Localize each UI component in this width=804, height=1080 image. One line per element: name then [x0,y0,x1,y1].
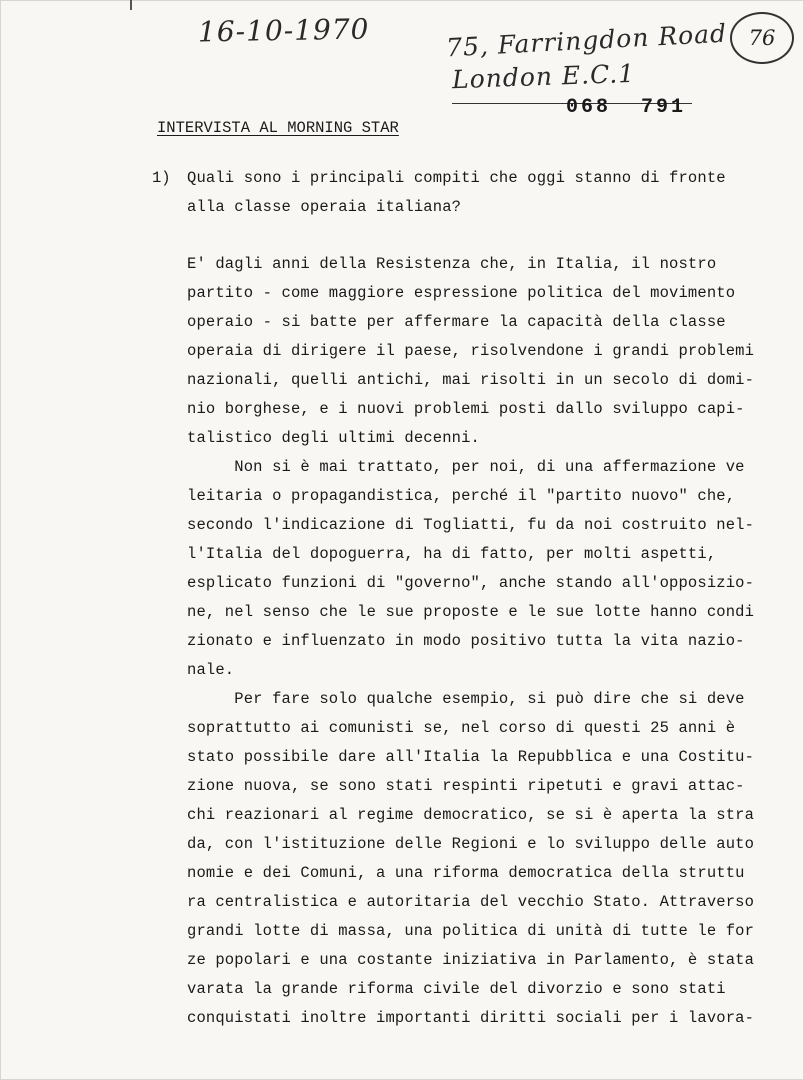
body-line: varata la grande riforma civile del divorzio e sono stati [187,980,726,998]
body-line: operaia di dirigere il paese, risolvendone i grandi problemi [187,342,755,360]
handwritten-address-line2: London E.C.1 [451,58,636,95]
question-line: Quali sono i principali compiti che oggi stanno di fronte [187,169,726,187]
body-line: soprattutto ai comunisti se, nel corso di questi 25 anni è [187,719,736,737]
circled-page-number: 76 [730,12,794,64]
body-line: nazionali, quelli antichi, mai risolti in un secolo di domi- [187,371,755,389]
body-line: da, con l'istituzione delle Regioni e lo sviluppo delle auto [187,835,755,853]
body-line: talistico degli ultimi decenni. [187,429,480,447]
body-line: ra centralistica e autoritaria del vecchio Stato. Attraverso [187,893,755,911]
body-line: zione nuova, se sono stati respinti ripetuti e gravi attac- [187,777,745,795]
handwritten-date: 16-10-1970 [197,12,370,49]
body-line: E' dagli anni della Resistenza che, in Italia, il nostro [187,255,717,273]
handwritten-address-line1: 75, Farringdon Road [445,18,728,63]
body-line: secondo l'indicazione di Togliatti, fu da noi costruito nel- [187,516,755,534]
body-line: nale. [187,661,235,679]
body-line: l'Italia del dopoguerra, ha di fatto, per molti aspetti, [187,545,717,563]
body-line: operaio - si batte per affermare la capacità della classe [187,313,726,331]
body-line: nomie e dei Comuni, a una riforma democratica della struttu [187,864,745,882]
document-title: INTERVISTA AL MORNING STAR [157,119,399,137]
question-number: 1) [152,169,171,187]
body-line: esplicato funzioni di "governo", anche stando all'opposizio- [187,574,755,592]
margin-mark [130,0,132,10]
body-line: ze popolari e una costante iniziativa in Parlamento, è stata [187,951,755,969]
body-line: zionato e influenzato in modo positivo tutta la vita nazio- [187,632,745,650]
question-line: alla classe operaia italiana? [187,198,462,216]
body-line: Non si è mai trattato, per noi, di una affermazione ve [187,458,745,476]
body-line: Per fare solo qualche esempio, si può dire che si deve [187,690,745,708]
body-line: grandi lotte di massa, una politica di unità di tutte le for [187,922,755,940]
body-line: conquistati inoltre importanti diritti sociali per i lavora- [187,1009,755,1027]
body-line: leitaria o propagandistica, perché il "partito nuovo" che, [187,487,736,505]
body-line: chi reazionari al regime democratico, se si è aperta la stra [187,806,755,824]
typed-document-number: 068 791 [566,96,687,119]
body-line: nio borghese, e i nuovi problemi posti dallo sviluppo capi- [187,400,745,418]
body-line: ne, nel senso che le sue proposte e le sue lotte hanno condi [187,603,755,621]
body-line: stato possibile dare all'Italia la Repubblica e una Costitu- [187,748,755,766]
body-line: partito - come maggiore espressione politica del movimento [187,284,736,302]
